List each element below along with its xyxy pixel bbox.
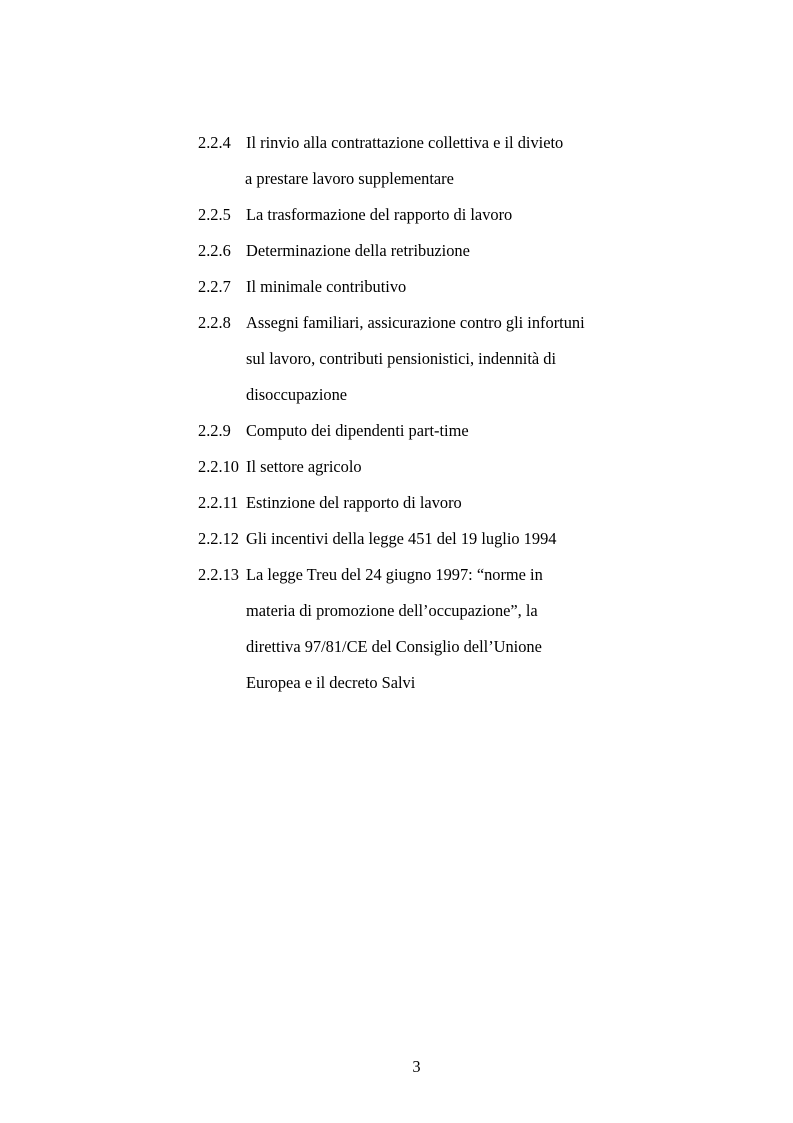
toc-entry-2-2-8-continuation-1 — [198, 348, 618, 384]
toc-entry-title: Il rinvio alla contrattazione collettiva e il divieto — [246, 133, 564, 152]
toc-entry-number: 2.2.5 — [198, 205, 231, 224]
toc-entry-title-continuation: direttiva 97/81/CE del Consiglio dell’Unione — [246, 637, 542, 656]
toc-entry-title: Assegni familiari, assicurazione contro gli infortuni — [246, 313, 585, 332]
toc-entry-2-2-13-continuation-1 — [198, 600, 618, 636]
toc-entry-number: 2.2.9 — [198, 421, 231, 440]
toc-entry-title: Il settore agricolo — [246, 457, 362, 476]
page-number: 3 — [412, 1057, 421, 1076]
toc-entry-2-2-4-continuation — [198, 168, 618, 204]
toc-entry-number: 2.2.12 — [198, 529, 239, 548]
toc-entry-title-continuation: sul lavoro, contributi pensionistici, indennità di — [246, 349, 557, 368]
toc-entry-number: 2.2.7 — [198, 277, 231, 296]
toc-entry-2-2-11 — [198, 492, 618, 528]
toc-entry-number: 2.2.13 — [198, 565, 239, 584]
toc-entry-2-2-4 — [198, 132, 618, 168]
toc-entry-2-2-13-continuation-3 — [198, 672, 618, 708]
toc-entry-title-continuation: disoccupazione — [246, 385, 348, 404]
toc-entry-2-2-8 — [198, 312, 618, 348]
toc-entry-2-2-13 — [198, 564, 618, 600]
toc-entry-title: La legge Treu del 24 giugno 1997: “norme in — [246, 565, 543, 584]
toc-entry-title: Estinzione del rapporto di lavoro — [246, 493, 462, 512]
toc-entry-2-2-7 — [198, 276, 618, 312]
toc-entry-title: Il minimale contributivo — [246, 277, 407, 296]
toc-entry-2-2-12 — [198, 528, 618, 564]
toc-entry-number: 2.2.8 — [198, 313, 231, 332]
toc-entry-title: Determinazione della retribuzione — [246, 241, 470, 260]
toc-entry-title: La trasformazione del rapporto di lavoro — [246, 205, 513, 224]
toc-entry-2-2-9 — [198, 420, 618, 456]
toc-entry-2-2-6 — [198, 240, 618, 276]
toc-entry-title: Computo dei dipendenti part-time — [246, 421, 469, 440]
toc-entry-2-2-5 — [198, 204, 618, 240]
toc-entry-number: 2.2.6 — [198, 241, 231, 260]
toc-entry-number: 2.2.4 — [198, 133, 231, 152]
table-of-contents — [198, 132, 618, 708]
toc-entry-2-2-13-continuation-2 — [198, 636, 618, 672]
toc-entry-number: 2.2.11 — [198, 493, 239, 512]
toc-entry-2-2-8-continuation-2 — [198, 384, 618, 420]
toc-entry-title-continuation: materia di promozione dell’occupazione”, la — [246, 601, 538, 620]
toc-entry-title-continuation: Europea e il decreto Salvi — [246, 673, 416, 692]
toc-entry-2-2-10 — [198, 456, 618, 492]
toc-entry-title: Gli incentivi della legge 451 del 19 luglio 1994 — [246, 529, 557, 548]
toc-entry-title-continuation: a prestare lavoro supplementare — [245, 169, 454, 188]
toc-entry-number: 2.2.10 — [198, 457, 239, 476]
